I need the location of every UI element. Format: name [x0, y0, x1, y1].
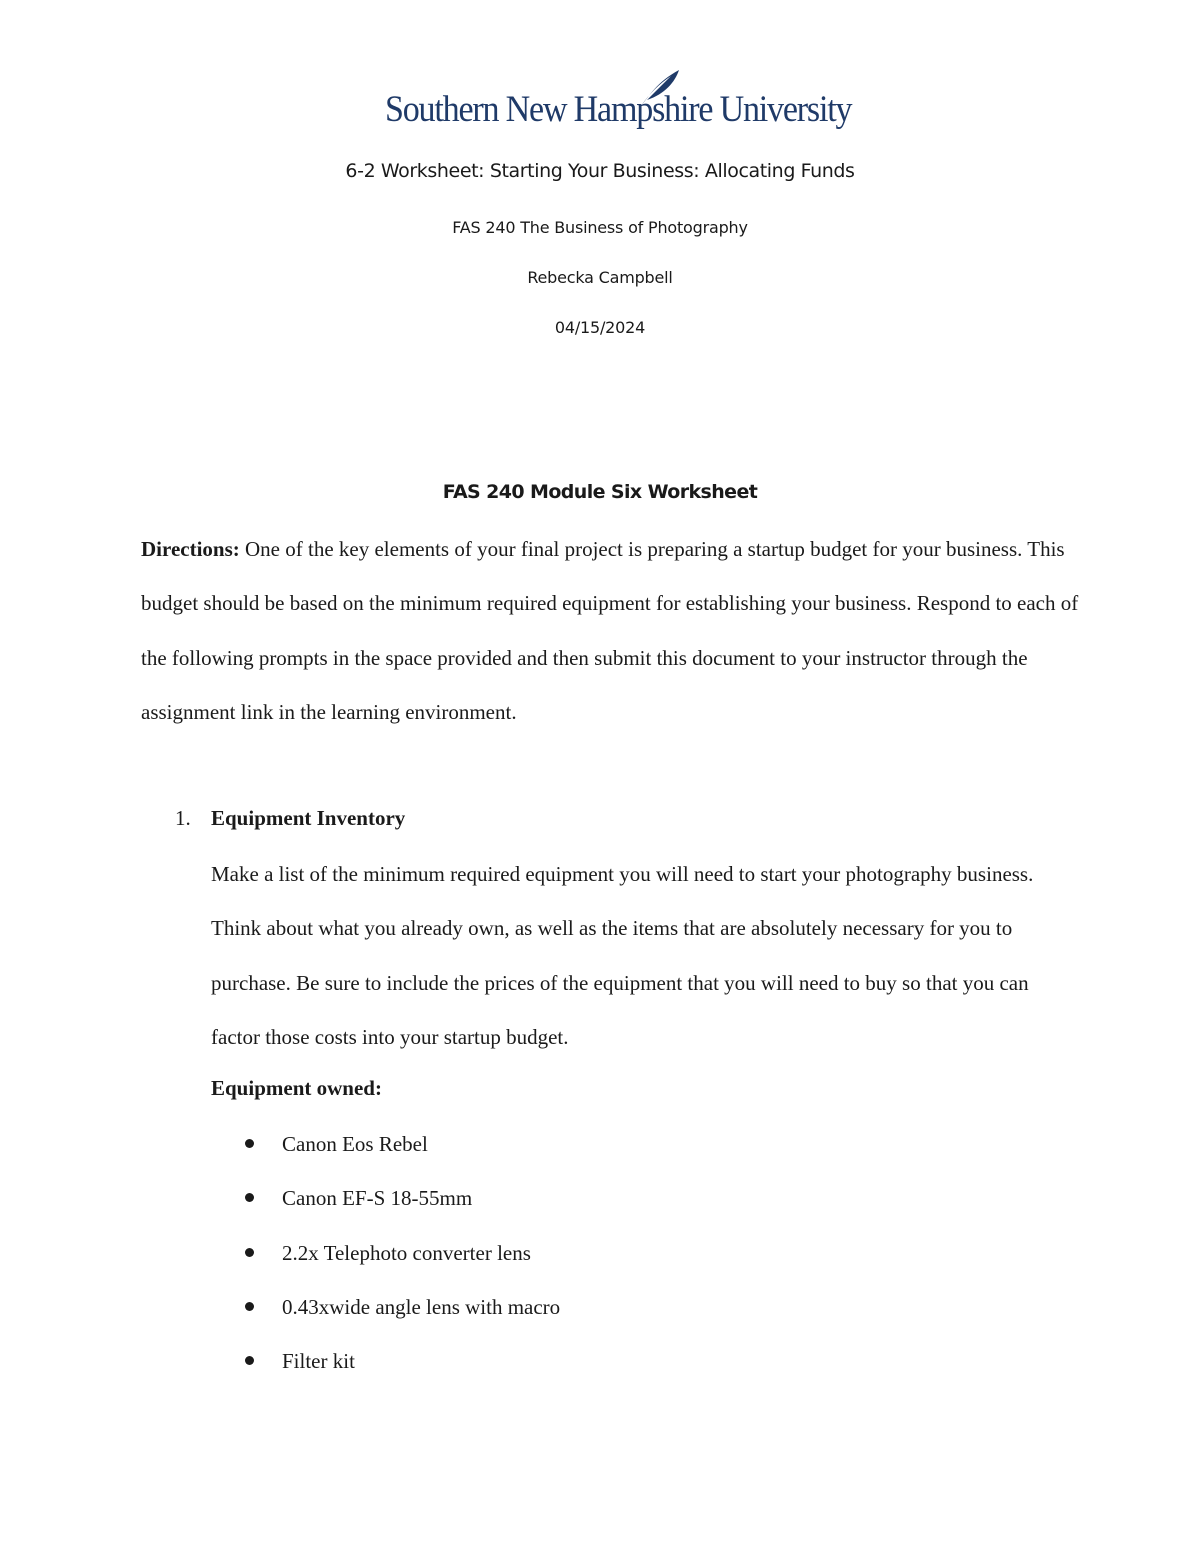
list-item-text: Canon Eos Rebel — [282, 1132, 428, 1156]
submission-date: 04/15/2024 — [554, 318, 646, 337]
list-item-text: Filter kit — [282, 1349, 355, 1374]
bullet-icon — [245, 1193, 254, 1202]
bullet-icon — [245, 1356, 254, 1365]
equipment-owned-label: Equipment owned: — [211, 1076, 382, 1100]
list-item-text: Canon EF-S 18-55mm — [282, 1186, 473, 1211]
worksheet-title: FAS 240 Module Six Worksheet — [442, 481, 758, 503]
directions-paragraph — [141, 522, 1081, 739]
leaf-quill-icon — [635, 66, 683, 110]
bullet-icon — [245, 1302, 254, 1311]
bullet-icon — [245, 1139, 254, 1148]
question-title: Equipment Inventory — [211, 806, 406, 830]
university-logo-text: Southern New Hampshire University — [385, 89, 852, 130]
author-name: Rebecka Campbell — [527, 268, 673, 287]
course-name: FAS 240 The Business of Photography — [452, 218, 748, 237]
directions-label: Directions: — [141, 537, 240, 561]
question-number: 1. — [175, 806, 191, 830]
bullet-icon — [245, 1248, 254, 1257]
list-item-text: 0.43xwide angle lens with macro — [282, 1294, 561, 1319]
directions-text: One of the key elements of your final project is preparing a startup budget for your business. This budget should be based on the minimum required equipment for establishing your business. Respond to each of the following prompts in the space provided and then submit this document to your instructor through the assignment link in the learning environment. — [141, 537, 1079, 724]
university-logo — [385, 66, 852, 138]
cover-title: 6-2 Worksheet: Starting Your Business: Allocating Funds — [345, 160, 855, 182]
question-body: Make a list of the minimum required equipment you will need to start your photography business. Think about what you already own, as well as the items that are absolutely necessary for you to purchase. Be sure to include the prices of the equipment that you will need to buy so that you can factor those costs into your startup budget. — [211, 862, 1034, 1049]
list-item-text: 2.2x Telephoto converter lens — [282, 1240, 531, 1265]
